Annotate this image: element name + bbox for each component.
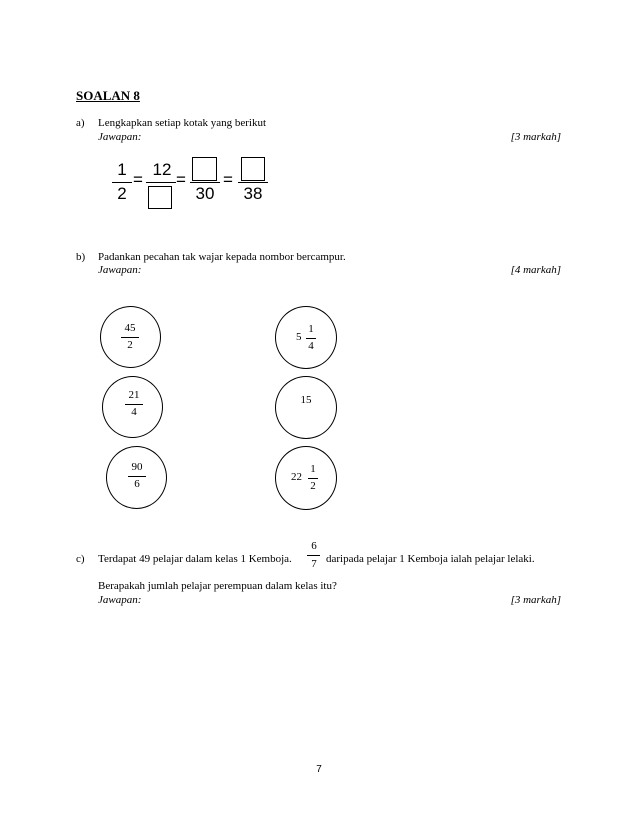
part-a-label: a)	[76, 117, 85, 129]
page-number: 7	[316, 764, 322, 775]
improper-3-bar	[128, 476, 146, 477]
part-c-marks: [3 markah]	[510, 594, 561, 606]
part-c-fraction-bar	[307, 555, 320, 556]
part-c-fraction-numerator: 6	[311, 540, 317, 552]
improper-1-bar	[121, 337, 139, 338]
equals-sign-1: =	[133, 170, 143, 189]
mixed-2-value: 15	[300, 394, 312, 406]
improper-1-denominator: 2	[127, 339, 133, 351]
improper-1-numerator: 45	[124, 322, 136, 334]
part-c-question: Berapakah jumlah pelajar perempuan dalam kelas itu?	[98, 580, 337, 592]
mixed-1-whole: 5	[296, 331, 302, 343]
mixed-3-denominator: 2	[310, 480, 316, 492]
fraction-1-bar	[112, 182, 132, 183]
mixed-3-bar	[308, 478, 318, 479]
part-c-answer-label: Jawapan:	[98, 594, 142, 606]
part-c-fraction-denominator: 7	[311, 558, 317, 570]
improper-3-denominator: 6	[134, 478, 140, 490]
part-b-marks: [4 markah]	[510, 264, 561, 276]
fraction-3-numerator-box[interactable]	[192, 157, 217, 181]
mixed-1-denominator: 4	[308, 340, 314, 352]
fraction-4-denominator: 38	[243, 184, 263, 203]
improper-2-bar	[125, 404, 143, 405]
fraction-4-numerator-box[interactable]	[241, 157, 265, 181]
improper-fraction-circle-2[interactable]	[102, 376, 163, 438]
fraction-2-bar	[146, 182, 176, 183]
part-c-text-after: daripada pelajar 1 Kemboja ialah pelajar lelaki.	[326, 553, 535, 565]
improper-2-numerator: 21	[128, 389, 140, 401]
mixed-3-numerator: 1	[310, 463, 316, 475]
fraction-4-bar	[238, 182, 268, 183]
part-a-answer-label: Jawapan:	[98, 131, 142, 143]
mixed-number-circle-2[interactable]	[275, 376, 337, 439]
equals-sign-3: =	[223, 170, 233, 189]
part-c-label: c)	[76, 553, 85, 565]
part-b-instruction: Padankan pecahan tak wajar kepada nombor bercampur.	[98, 251, 346, 263]
improper-fraction-circle-3[interactable]	[106, 446, 167, 509]
part-c-text-before: Terdapat 49 pelajar dalam kelas 1 Kemboja.	[98, 553, 292, 565]
fraction-3-bar	[190, 182, 220, 183]
mixed-1-bar	[306, 338, 316, 339]
improper-2-denominator: 4	[131, 406, 137, 418]
mixed-number-circle-3[interactable]	[275, 446, 337, 510]
mixed-number-circle-1[interactable]	[275, 306, 337, 369]
fraction-2-numerator: 12	[152, 160, 172, 179]
part-a-marks: [3 markah]	[510, 131, 561, 143]
section-title: SOALAN 8	[76, 88, 140, 103]
fraction-1-numerator: 1	[117, 160, 127, 179]
fraction-3-denominator: 30	[195, 184, 215, 203]
mixed-3-whole: 22	[291, 471, 302, 483]
fraction-2-denominator-box[interactable]	[148, 186, 172, 209]
part-b-label: b)	[76, 251, 86, 263]
part-b-answer-label: Jawapan:	[98, 264, 142, 276]
mixed-1-numerator: 1	[308, 323, 314, 335]
improper-fraction-circle-1[interactable]	[100, 306, 161, 368]
fraction-1-denominator: 2	[117, 184, 127, 203]
improper-3-numerator: 90	[131, 461, 143, 473]
part-a-instruction: Lengkapkan setiap kotak yang berikut	[98, 117, 267, 129]
equals-sign-2: =	[176, 170, 186, 189]
